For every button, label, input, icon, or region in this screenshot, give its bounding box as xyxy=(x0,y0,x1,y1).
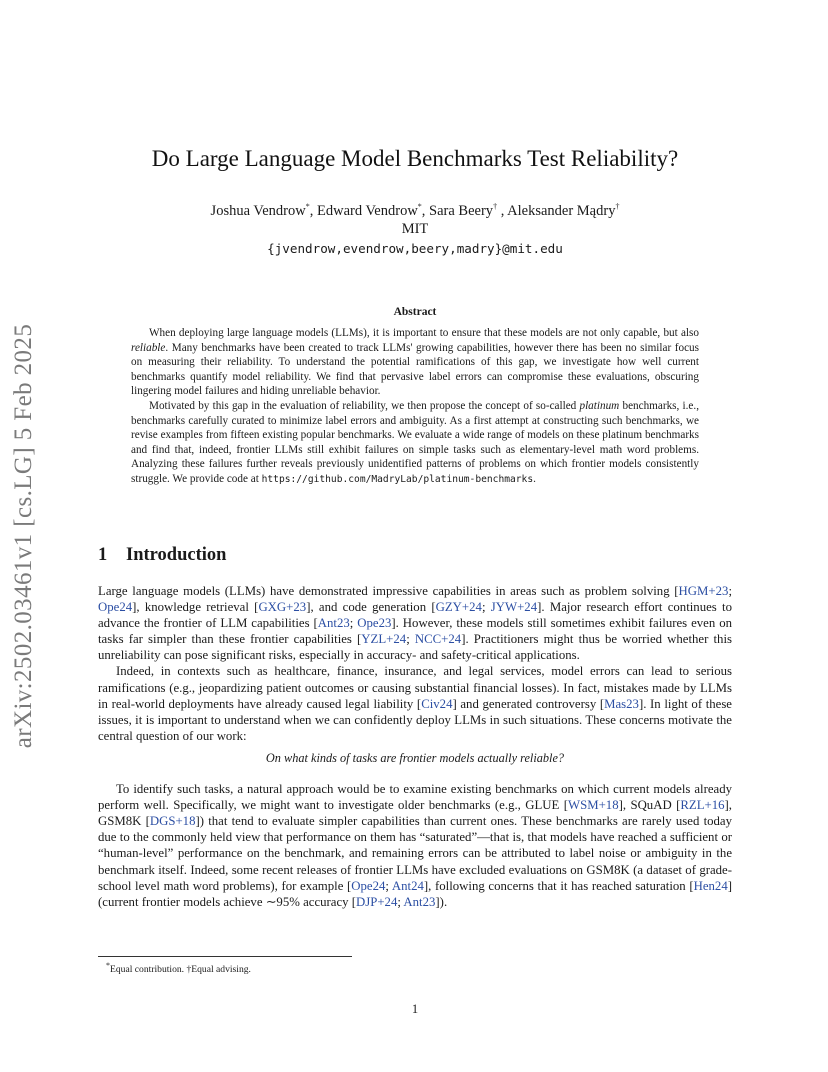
citation-link[interactable]: NCC+24 xyxy=(414,632,462,647)
body-text: ]). xyxy=(435,894,448,909)
abstract-body xyxy=(131,326,699,488)
body-text: ] and generated controversy [ xyxy=(452,696,605,711)
body-text: ], and code generation [ xyxy=(306,600,436,615)
citation-link[interactable]: GZY+24 xyxy=(435,600,482,615)
citation-link[interactable]: Ope24 xyxy=(351,878,386,893)
citation-link[interactable]: Civ24 xyxy=(421,696,453,711)
affiliation: MIT xyxy=(401,221,429,237)
abstract-text: . xyxy=(533,472,536,485)
abstract-text: . Many benchmarks have been created to track LLMs' growing capabilities, however there has been no similar focus on measuring their reliability. To understand the potential ramifications of this gap, we investigate how well current benchmarks quantify model reliability. We find that pervasive label errors can compromise these evaluations, obscuring lingering model failures and hiding unreliable behavior. xyxy=(131,341,699,398)
footnote-mark: * xyxy=(106,961,110,970)
equal-contribution-mark: * xyxy=(305,202,310,211)
equal-contribution-mark: * xyxy=(417,202,422,211)
citation-link[interactable]: HGM+23 xyxy=(678,584,729,598)
citation-link[interactable]: Mas23 xyxy=(604,696,639,711)
code-repository-link[interactable]: https://github.com/MadryLab/platinum-benchmarks xyxy=(261,473,534,485)
section-title: Introduction xyxy=(126,545,227,565)
research-question: On what kinds of tasks are frontier models actually reliable? xyxy=(265,750,565,765)
body-text: ; xyxy=(728,584,732,598)
body-text: To identify such tasks, a natural approach would be to examine existing benchmarks on which current models already perform well. Specifically, we might want to investigate older benchmarks (e.g., GLUE [ xyxy=(98,782,732,813)
body-text: ]) that tend to evaluate simpler capabilities than current ones. These benchmarks are rarely used today due to the commonly held view that performance on them has “saturated”—that is, that models have reached a sufficient or “human-level” performance on the benchmark, and remaining errors can be attributed to label noise or ambiguity in the benchmark itself. Indeed, some recent releases of frontier LLMs have excluded evaluations on GSM8K (a dataset of grade-school level math word problems), for example [ xyxy=(98,814,732,893)
body-text: ]. Major research effort continues to advance the frontier of LLM capabilities [ xyxy=(98,600,732,631)
citation-link[interactable]: Ope24 xyxy=(98,600,133,615)
body-paragraph xyxy=(98,781,732,910)
body-text: ], GSM8K [ xyxy=(98,798,732,829)
author-emails: {jvendrow,evendrow,beery,madry}@mit.edu xyxy=(267,241,563,256)
page-number: 1 xyxy=(411,1002,419,1016)
body-text: Large language models (LLMs) have demonstrated impressive capabilities in areas such as problem solving [ xyxy=(98,584,679,598)
abstract-paragraph xyxy=(131,326,699,399)
author-name: Joshua Vendrow xyxy=(210,202,306,219)
introduction-body xyxy=(98,583,732,910)
abstract-heading: Abstract xyxy=(393,306,437,318)
footnote-divider xyxy=(98,956,352,957)
body-text: ]. Practitioners might thus be worried whether this unreliability can pose significant risks, especially in accuracy- and safety-critical applications. xyxy=(98,632,732,663)
author-list: Joshua Vendrow*, Edward Vendrow*, Sara Beery† , Aleksander Mądry† xyxy=(210,202,620,219)
abstract-text: benchmarks, i.e., benchmarks carefully curated to minimize label errors and ambiguity. As a first attempt at constructing such benchmarks, we revise examples from fifteen existing popular benchmarks. We evaluate a wide range of models on these platinum benchmarks and find that, indeed, frontier LLMs still exhibit failures on simple tasks such as elementary-level math word problems. Analyzing these failures further reveals previously unidentified patterns of problems on which frontier models consistently struggle. We provide code at xyxy=(131,399,699,485)
citation-link[interactable]: DGS+18 xyxy=(149,814,196,829)
body-text: ], following concerns that it has reached saturation [ xyxy=(423,878,694,893)
citation-link[interactable]: DJP+24 xyxy=(356,894,398,909)
section-number: 1 xyxy=(98,545,108,565)
citation-link[interactable]: Ope23 xyxy=(357,616,392,631)
body-text: ]. However, these models still sometimes exhibit failures even on tasks far simpler than these frontier capabilities [ xyxy=(98,616,732,647)
citation-link[interactable]: GXG+23 xyxy=(258,600,307,615)
author-name: Edward Vendrow xyxy=(316,202,418,219)
body-text: ], SQuAD [ xyxy=(618,798,681,813)
author-name: Aleksander Mądry xyxy=(507,202,616,219)
body-text: ], knowledge retrieval [ xyxy=(132,600,259,615)
citation-link[interactable]: YZL+24 xyxy=(361,632,407,647)
citation-link[interactable]: JYW+24 xyxy=(490,600,538,615)
arxiv-identifier: arXiv:2502.03461v1 [cs.LG] 5 Feb 2025 xyxy=(10,323,37,749)
citation-link[interactable]: Hen24 xyxy=(693,878,728,893)
abstract-text: When deploying large language models (LLMs), it is important to ensure that these models are not only capable, but also xyxy=(149,327,699,339)
body-text: ; xyxy=(406,632,415,647)
paper-title: Do Large Language Model Benchmarks Test Reliability? xyxy=(151,146,679,171)
author-name: Sara Beery xyxy=(429,202,494,219)
body-text: ]. In light of these issues, it is important to understand when we can confidently deploy LLMs in such situations. These concerns motivate the central question of our work: xyxy=(98,696,732,743)
body-paragraph xyxy=(98,663,732,743)
citation-link[interactable]: Ant24 xyxy=(391,878,424,893)
body-text: ; xyxy=(481,600,491,615)
abstract-emphasis: platinum xyxy=(579,399,620,412)
footnote-text: Equal contribution. †Equal advising. xyxy=(110,964,251,976)
body-text: ; xyxy=(397,894,404,909)
equal-advising-mark: † xyxy=(615,202,620,211)
citation-link[interactable]: Ant23 xyxy=(403,894,436,909)
body-text: ; xyxy=(349,616,358,631)
footnote xyxy=(106,961,251,975)
abstract-emphasis: reliable xyxy=(131,341,166,354)
equal-advising-mark: † xyxy=(493,202,498,211)
body-text: ] (current frontier models achieve ∼95% accuracy [ xyxy=(98,878,732,909)
abstract-text: Motivated by this gap in the evaluation of reliability, we then propose the concept of so-called xyxy=(149,399,580,412)
body-text: Indeed, in contexts such as healthcare, finance, insurance, and legal services, model errors can lead to serious ramifications (e.g., jeopardizing patient outcomes or causing substantial financial losses). In fact, mistakes made by LLMs in real-world deployments have already caused legal liability [ xyxy=(98,664,732,711)
section-heading-introduction xyxy=(98,545,732,566)
citation-link[interactable]: Ant23 xyxy=(317,616,350,631)
body-paragraph xyxy=(98,583,732,663)
citation-link[interactable]: WSM+18 xyxy=(568,798,619,813)
abstract-paragraph xyxy=(131,399,699,488)
citation-link[interactable]: RZL+16 xyxy=(680,798,725,813)
body-text: ; xyxy=(385,878,392,893)
